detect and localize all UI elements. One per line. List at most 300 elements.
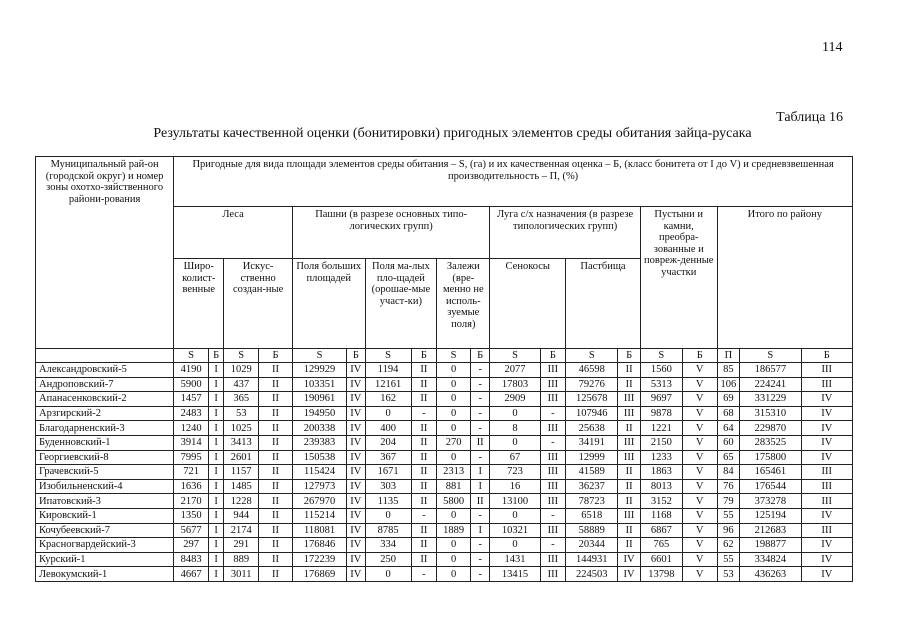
table-cell: III: [618, 450, 641, 465]
table-cell: -: [470, 450, 489, 465]
table-cell: -: [411, 567, 437, 582]
district-name: Буденновский-1: [36, 435, 174, 450]
table-row: [36, 450, 853, 465]
table-row: [36, 508, 853, 523]
district-name: Ипатовский-3: [36, 494, 174, 509]
table-cell: V: [682, 479, 717, 494]
table-cell: 1431: [490, 552, 540, 567]
table-cell: 8785: [365, 523, 411, 538]
table-cell: I: [208, 479, 223, 494]
s-header: S: [224, 349, 259, 363]
b-header: Б: [801, 349, 852, 363]
table-cell: 267970: [292, 494, 346, 509]
district-name: Красногвардейский-3: [36, 538, 174, 553]
table-cell: 765: [640, 538, 682, 553]
table-cell: III: [540, 450, 566, 465]
table-cell: II: [411, 494, 437, 509]
table-row: [36, 421, 853, 436]
table-cell: 68: [717, 406, 740, 421]
table-cell: 2170: [174, 494, 209, 509]
forests-header: Леса: [174, 207, 293, 259]
table-cell: -: [540, 406, 566, 421]
district-name: Левокумский-1: [36, 567, 174, 582]
table-cell: II: [411, 538, 437, 553]
table-cell: 5313: [640, 377, 682, 392]
table-cell: II: [411, 450, 437, 465]
table-cell: 34191: [566, 435, 618, 450]
table-cell: IV: [801, 435, 852, 450]
table-cell: 96: [717, 523, 740, 538]
table-cell: I: [208, 567, 223, 582]
table-cell: II: [259, 494, 293, 509]
s-header: S: [566, 349, 618, 363]
table-cell: III: [540, 552, 566, 567]
table-cell: 303: [365, 479, 411, 494]
table-cell: II: [470, 494, 489, 509]
table-cell: III: [540, 494, 566, 509]
table-cell: III: [618, 392, 641, 407]
table-cell: 0: [490, 508, 540, 523]
table-cell: 721: [174, 465, 209, 480]
table-cell: 1135: [365, 494, 411, 509]
table-cell: 373278: [740, 494, 801, 509]
table-cell: -: [540, 538, 566, 553]
table-cell: 889: [224, 552, 259, 567]
table-cell: IV: [347, 479, 365, 494]
table-cell: 0: [490, 406, 540, 421]
table-cell: II: [411, 392, 437, 407]
table-cell: 4667: [174, 567, 209, 582]
table-cell: 224241: [740, 377, 801, 392]
table-cell: II: [411, 421, 437, 436]
table-cell: 1168: [640, 508, 682, 523]
table-cell: 194950: [292, 406, 346, 421]
table-title: Результаты качественной оценки (бонитировки) пригодных элементов среды обитания зайца-русака: [153, 126, 752, 141]
table-row: [36, 538, 853, 553]
table-cell: 0: [437, 392, 471, 407]
table-cell: 53: [224, 406, 259, 421]
table-cell: 1240: [174, 421, 209, 436]
table-row: [36, 567, 853, 582]
table-cell: 1350: [174, 508, 209, 523]
table-cell: 0: [437, 538, 471, 553]
table-cell: 5677: [174, 523, 209, 538]
table-cell: IV: [347, 508, 365, 523]
table-cell: 0: [437, 567, 471, 582]
table-cell: 107946: [566, 406, 618, 421]
sb-header-row: [36, 349, 853, 363]
table-cell: 0: [490, 538, 540, 553]
b-header: Б: [259, 349, 293, 363]
table-cell: I: [208, 392, 223, 407]
table-cell: V: [682, 508, 717, 523]
table-cell: IV: [347, 567, 365, 582]
table-cell: -: [470, 538, 489, 553]
table-cell: 0: [490, 435, 540, 450]
table-cell: II: [259, 377, 293, 392]
table-cell: 84: [717, 465, 740, 480]
table-cell: 331229: [740, 392, 801, 407]
table-cell: III: [540, 523, 566, 538]
table-cell: 60: [717, 435, 740, 450]
table-cell: II: [259, 450, 293, 465]
table-cell: 62: [717, 538, 740, 553]
table-cell: 0: [437, 377, 471, 392]
p-header: П: [717, 349, 740, 363]
table-cell: II: [411, 465, 437, 480]
meadows-header: Луга с/х назначения (в разрезе типологических групп): [490, 207, 640, 259]
table-cell: II: [259, 552, 293, 567]
table-row: [36, 494, 853, 509]
table-cell: IV: [801, 450, 852, 465]
table-cell: 13798: [640, 567, 682, 582]
table-cell: 0: [437, 552, 471, 567]
table-row: [36, 435, 853, 450]
table-cell: 58889: [566, 523, 618, 538]
table-cell: V: [682, 523, 717, 538]
table-cell: 1560: [640, 363, 682, 378]
table-cell: 64: [717, 421, 740, 436]
page-number: 114: [822, 40, 843, 55]
table-cell: II: [259, 523, 293, 538]
table-cell: III: [801, 377, 852, 392]
table-cell: 1025: [224, 421, 259, 436]
table-cell: 150538: [292, 450, 346, 465]
table-cell: I: [470, 465, 489, 480]
table-cell: II: [470, 435, 489, 450]
b-header: Б: [682, 349, 717, 363]
table-row: [36, 465, 853, 480]
table-cell: 0: [365, 567, 411, 582]
table-cell: II: [411, 377, 437, 392]
table-cell: 315310: [740, 406, 801, 421]
table-cell: 176544: [740, 479, 801, 494]
table-cell: 283525: [740, 435, 801, 450]
table-cell: -: [470, 508, 489, 523]
table-cell: V: [682, 421, 717, 436]
table-cell: III: [618, 406, 641, 421]
table-cell: I: [208, 435, 223, 450]
district-name: Александровский-5: [36, 363, 174, 378]
table-cell: II: [259, 363, 293, 378]
table-cell: I: [208, 508, 223, 523]
table-cell: I: [208, 523, 223, 538]
b-header: Б: [540, 349, 566, 363]
table-row: [36, 523, 853, 538]
table-cell: I: [470, 523, 489, 538]
table-cell: 0: [365, 508, 411, 523]
table-cell: 297: [174, 538, 209, 553]
table-cell: 1457: [174, 392, 209, 407]
table-cell: I: [208, 538, 223, 553]
district-header: Муниципальный рай-он (городской округ) и номер зоны охотхо-зяйственного райони-рования: [36, 157, 174, 349]
table-cell: 944: [224, 508, 259, 523]
table-cell: II: [411, 435, 437, 450]
table-cell: 0: [437, 363, 471, 378]
table-cell: III: [540, 421, 566, 436]
table-cell: I: [208, 552, 223, 567]
district-name: Апанасенковский-2: [36, 392, 174, 407]
table-cell: IV: [618, 567, 641, 582]
table-cell: 2150: [640, 435, 682, 450]
table-cell: II: [259, 479, 293, 494]
s-header: S: [437, 349, 471, 363]
main-header: Пригодные для вида площади элементов среды обитания – S, (га) и их качественная оценка – Б, (класс бонитета от I до V) и средневзвешенная производительность – П, (%): [174, 157, 853, 207]
table-cell: 41589: [566, 465, 618, 480]
table-cell: V: [682, 552, 717, 567]
table-cell: V: [682, 363, 717, 378]
table-cell: 36237: [566, 479, 618, 494]
table-cell: 78723: [566, 494, 618, 509]
table-cell: 17803: [490, 377, 540, 392]
district-name: Кировский-1: [36, 508, 174, 523]
table-cell: II: [259, 508, 293, 523]
table-cell: III: [801, 363, 852, 378]
big-fields-header: Поля больших площадей: [292, 259, 365, 349]
table-cell: II: [618, 377, 641, 392]
table-cell: 53: [717, 567, 740, 582]
table-cell: 6518: [566, 508, 618, 523]
table-cell: III: [801, 494, 852, 509]
table-cell: 20344: [566, 538, 618, 553]
table-cell: III: [540, 363, 566, 378]
table-cell: 270: [437, 435, 471, 450]
table-cell: -: [540, 435, 566, 450]
table-cell: 239383: [292, 435, 346, 450]
table-cell: 3413: [224, 435, 259, 450]
table-cell: 3152: [640, 494, 682, 509]
table-cell: II: [259, 435, 293, 450]
table-cell: V: [682, 538, 717, 553]
table-cell: 1221: [640, 421, 682, 436]
table-cell: 1485: [224, 479, 259, 494]
table-cell: I: [208, 406, 223, 421]
table-cell: 723: [490, 465, 540, 480]
district-name: Арзгирский-2: [36, 406, 174, 421]
table-cell: 85: [717, 363, 740, 378]
table-cell: 1233: [640, 450, 682, 465]
table-row: [36, 377, 853, 392]
table-cell: III: [801, 523, 852, 538]
table-cell: 224503: [566, 567, 618, 582]
table-cell: II: [259, 406, 293, 421]
table-cell: V: [682, 377, 717, 392]
table-cell: 229870: [740, 421, 801, 436]
table-cell: 55: [717, 552, 740, 567]
table-cell: II: [259, 392, 293, 407]
table-cell: 175800: [740, 450, 801, 465]
table-cell: 79276: [566, 377, 618, 392]
b-header: Б: [470, 349, 489, 363]
table-cell: IV: [801, 552, 852, 567]
table-cell: 3914: [174, 435, 209, 450]
table-cell: 334: [365, 538, 411, 553]
table-cell: II: [618, 479, 641, 494]
table-cell: 0: [437, 406, 471, 421]
table-cell: 2174: [224, 523, 259, 538]
table-cell: 365: [224, 392, 259, 407]
table-cell: II: [411, 479, 437, 494]
table-cell: 115214: [292, 508, 346, 523]
table-cell: 65: [717, 450, 740, 465]
table-cell: -: [470, 392, 489, 407]
table-cell: 2313: [437, 465, 471, 480]
table-cell: 106: [717, 377, 740, 392]
table-cell: 13415: [490, 567, 540, 582]
table-cell: 13100: [490, 494, 540, 509]
table-cell: IV: [347, 494, 365, 509]
table-cell: 204: [365, 435, 411, 450]
table-cell: 1889: [437, 523, 471, 538]
table-cell: IV: [801, 406, 852, 421]
table-cell: 8483: [174, 552, 209, 567]
broadleaf-header: Широ-колист-венные: [174, 259, 224, 349]
table-cell: 291: [224, 538, 259, 553]
table-cell: 250: [365, 552, 411, 567]
table-cell: 10321: [490, 523, 540, 538]
table-cell: 176869: [292, 567, 346, 582]
district-name: Изобильненский-4: [36, 479, 174, 494]
table-cell: 79: [717, 494, 740, 509]
table-cell: 436263: [740, 567, 801, 582]
table-cell: I: [208, 450, 223, 465]
table-cell: 9697: [640, 392, 682, 407]
table-cell: II: [411, 363, 437, 378]
table-cell: 6601: [640, 552, 682, 567]
s-header: S: [490, 349, 540, 363]
table-cell: 118081: [292, 523, 346, 538]
table-cell: 2601: [224, 450, 259, 465]
table-cell: I: [208, 465, 223, 480]
table-cell: 69: [717, 392, 740, 407]
table-body: [36, 363, 853, 582]
table-cell: 125678: [566, 392, 618, 407]
table-cell: III: [618, 435, 641, 450]
table-cell: 176846: [292, 538, 346, 553]
table-cell: 144931: [566, 552, 618, 567]
table-cell: 881: [437, 479, 471, 494]
table-cell: I: [208, 377, 223, 392]
table-cell: -: [411, 406, 437, 421]
table-cell: 3011: [224, 567, 259, 582]
table-cell: II: [411, 523, 437, 538]
table-cell: 2909: [490, 392, 540, 407]
table-cell: III: [801, 465, 852, 480]
fallow-header: Залежи (вре-менно не исполь-зуемые поля): [437, 259, 490, 349]
table-row: [36, 406, 853, 421]
table-cell: V: [682, 494, 717, 509]
table-cell: IV: [347, 538, 365, 553]
table-cell: II: [259, 567, 293, 582]
habitat-assessment-table: [35, 156, 853, 582]
pastures-header: Пастбища: [566, 259, 641, 349]
district-name: Кочубеевский-7: [36, 523, 174, 538]
table-cell: 6867: [640, 523, 682, 538]
table-cell: IV: [801, 508, 852, 523]
table-cell: 8: [490, 421, 540, 436]
table-cell: 25638: [566, 421, 618, 436]
table-row: [36, 552, 853, 567]
table-cell: -: [470, 377, 489, 392]
table-cell: 2483: [174, 406, 209, 421]
b-header: Б: [618, 349, 641, 363]
b-header: Б: [208, 349, 223, 363]
empty-header-cell: [36, 349, 174, 363]
table-cell: 46598: [566, 363, 618, 378]
table-cell: IV: [347, 421, 365, 436]
table-cell: 162: [365, 392, 411, 407]
table-cell: IV: [801, 538, 852, 553]
table-cell: I: [208, 363, 223, 378]
table-cell: IV: [347, 363, 365, 378]
table-cell: 198877: [740, 538, 801, 553]
table-cell: 8013: [640, 479, 682, 494]
table-row: [36, 363, 853, 378]
table-cell: V: [682, 450, 717, 465]
table-row: [36, 479, 853, 494]
table-cell: II: [618, 523, 641, 538]
table-cell: V: [682, 465, 717, 480]
table-cell: IV: [347, 377, 365, 392]
table-cell: II: [259, 538, 293, 553]
total-header: Итого по району: [717, 207, 852, 349]
table-cell: IV: [347, 465, 365, 480]
table-cell: 12999: [566, 450, 618, 465]
district-name: Георгиевский-8: [36, 450, 174, 465]
table-cell: -: [470, 567, 489, 582]
table-cell: 12161: [365, 377, 411, 392]
table-cell: IV: [347, 406, 365, 421]
table-number: Таблица 16: [776, 110, 843, 125]
table-cell: IV: [347, 552, 365, 567]
table-cell: IV: [347, 392, 365, 407]
table-cell: 1228: [224, 494, 259, 509]
table-cell: IV: [801, 421, 852, 436]
table-cell: I: [208, 421, 223, 436]
table-cell: 5800: [437, 494, 471, 509]
table-cell: 127973: [292, 479, 346, 494]
table-cell: 437: [224, 377, 259, 392]
table-cell: I: [470, 479, 489, 494]
table-cell: 2077: [490, 363, 540, 378]
table-cell: 125194: [740, 508, 801, 523]
table-cell: 103351: [292, 377, 346, 392]
table-cell: -: [470, 406, 489, 421]
table-cell: 129929: [292, 363, 346, 378]
table-cell: III: [540, 392, 566, 407]
table-cell: II: [618, 538, 641, 553]
table-cell: 400: [365, 421, 411, 436]
table-cell: 55: [717, 508, 740, 523]
table-cell: 1671: [365, 465, 411, 480]
deserts-header: Пустыни и камни, преобра-зованные и повреж-денные участки: [640, 207, 717, 349]
table-cell: 200338: [292, 421, 346, 436]
table-cell: -: [470, 363, 489, 378]
table-cell: 76: [717, 479, 740, 494]
table-cell: 190961: [292, 392, 346, 407]
table-cell: III: [801, 479, 852, 494]
table-cell: 9878: [640, 406, 682, 421]
table-cell: -: [540, 508, 566, 523]
table-cell: 172239: [292, 552, 346, 567]
table-cell: III: [540, 465, 566, 480]
table-cell: 1636: [174, 479, 209, 494]
table-cell: 212683: [740, 523, 801, 538]
table-cell: I: [208, 494, 223, 509]
table-cell: IV: [618, 552, 641, 567]
table-cell: III: [618, 508, 641, 523]
table-cell: V: [682, 406, 717, 421]
